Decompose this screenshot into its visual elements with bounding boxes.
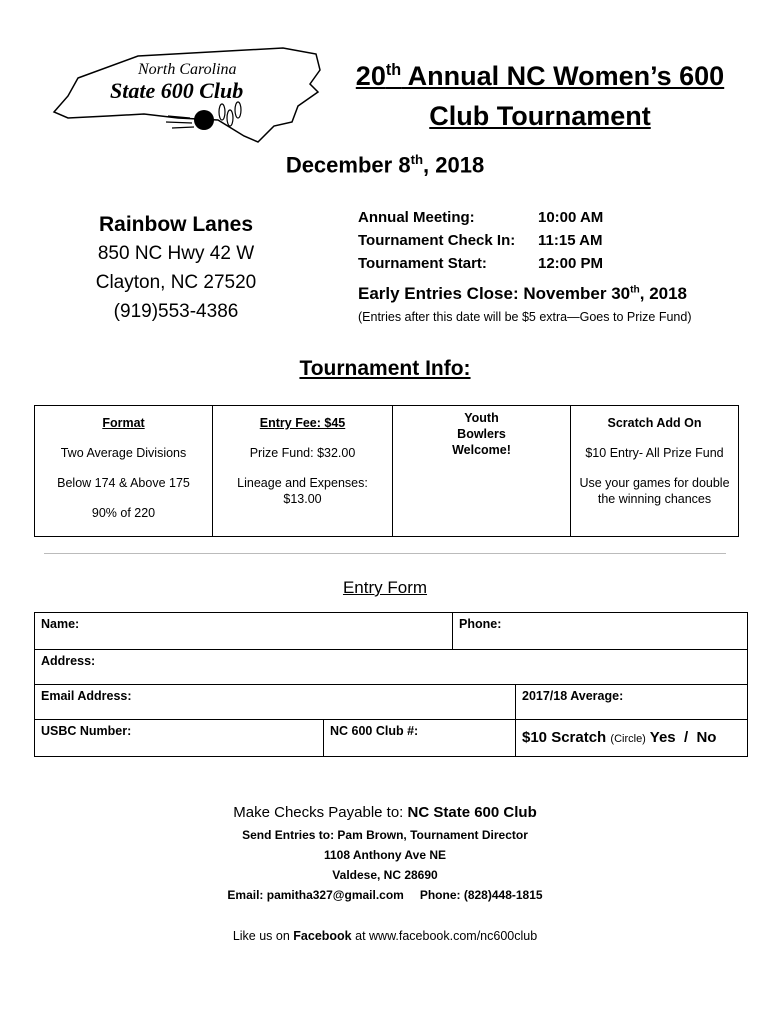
format-line: Two Average Divisions (60, 446, 187, 460)
fee-line: $13.00 (283, 492, 322, 506)
schedule-time: 10:00 AM (538, 209, 604, 226)
form-row (34, 720, 748, 757)
scratch-line: $10 Entry- All Prize Fund (585, 446, 724, 460)
title-line1: Annual NC Women’s 600 (401, 61, 725, 91)
logo-line2: State 600 Club (110, 78, 244, 103)
nc-state-map-logo (48, 40, 338, 150)
early-suffix: , 2018 (639, 284, 688, 303)
venue-name: Rainbow Lanes (98, 213, 254, 236)
schedule (358, 206, 603, 275)
form-row (34, 685, 748, 720)
send-line: Send Entries to: Pam Brown, Tournament Director (242, 828, 528, 842)
scratch-option-field[interactable] (516, 720, 747, 756)
fee-line: Prize Fund: $32.00 (249, 446, 356, 460)
scratch-label: $10 Scratch (522, 729, 607, 746)
divider (44, 553, 726, 554)
schedule-time: 11:15 AM (538, 232, 603, 249)
youth-line: Welcome! (452, 443, 511, 457)
phone-field[interactable]: Phone: (459, 617, 502, 631)
mail-address2: Valdese, NC 28690 (332, 868, 438, 882)
contact-phone: Phone: (828)448-1815 (419, 888, 543, 902)
schedule-row (358, 206, 603, 229)
usbc-field[interactable]: USBC Number: (35, 720, 324, 756)
venue-address1: 850 NC Hwy 42 W (97, 243, 255, 264)
youth-line: Bowlers (457, 427, 506, 441)
entry-form (34, 612, 748, 757)
format-head: Format (102, 416, 145, 430)
fee-head: Entry Fee: $45 (259, 416, 346, 430)
early-sup: th (630, 284, 640, 296)
schedule-row (358, 229, 603, 252)
date-suffix: , 2018 (423, 152, 485, 178)
schedule-row (358, 252, 603, 275)
early-entries (358, 284, 687, 304)
date-sup: th (410, 152, 424, 167)
footer (0, 803, 770, 905)
mail-address1: 1108 Anthony Ave NE (323, 848, 447, 862)
name-field[interactable]: Name: (35, 613, 453, 649)
like-prefix: Like us on (232, 929, 294, 943)
venue-phone: (919)553-4386 (113, 301, 239, 322)
like-url[interactable]: at www.facebook.com/nc600club (351, 929, 538, 943)
scratch-line: Use your games for double (579, 476, 730, 490)
early-note: (Entries after this date will be $5 extra—Goes to Prize Fund) (358, 310, 692, 324)
title-ordinal: 20 (355, 61, 386, 91)
club-number-field[interactable]: NC 600 Club #: (324, 720, 516, 756)
facebook-line (0, 929, 770, 943)
scratch-line: the winning chances (597, 492, 712, 506)
entry-form-title: Entry Form (342, 578, 428, 597)
logo-line1: North Carolina (138, 61, 237, 78)
early-prefix: Early Entries Close: November 30 (358, 284, 631, 303)
club-logo (48, 40, 338, 150)
scratch-cell (571, 406, 739, 537)
schedule-label: Tournament Check In: (358, 232, 516, 249)
scratch-options[interactable]: Yes / No (649, 729, 717, 746)
fee-cell (213, 406, 393, 537)
pay-name: NC State 600 Club (407, 804, 537, 821)
tournament-title (340, 50, 740, 136)
venue-address2: Clayton, NC 27520 (95, 272, 257, 293)
date-prefix: December 8 (285, 152, 411, 178)
contact-line (0, 885, 770, 905)
tournament-info-table (34, 405, 739, 537)
schedule-time: 12:00 PM (538, 255, 604, 272)
format-cell (35, 406, 213, 537)
email-field[interactable]: Email Address: (35, 685, 516, 719)
title-line2: Club Tournament (429, 101, 651, 131)
schedule-label: Annual Meeting: (358, 209, 475, 226)
scratch-head: Scratch Add On (607, 416, 702, 430)
contact-email[interactable]: Email: pamitha327@gmail.com (227, 888, 404, 902)
youth-line: Youth (464, 411, 499, 425)
average-field[interactable]: 2017/18 Average: (522, 689, 624, 703)
format-line: 90% of 220 (91, 506, 156, 520)
form-row (34, 650, 748, 685)
fee-line: Lineage and Expenses: (237, 476, 368, 490)
form-row (34, 612, 748, 650)
pay-line (0, 803, 770, 823)
schedule-label: Tournament Start: (358, 255, 487, 272)
scratch-circle-note: (Circle) (610, 733, 646, 745)
venue-block (66, 210, 286, 326)
youth-cell (393, 406, 571, 537)
pay-prefix: Make Checks Payable to: (233, 804, 408, 821)
address-field[interactable]: Address: (41, 654, 96, 668)
like-facebook: Facebook (293, 929, 352, 943)
title-ordinal-sup: th (385, 61, 402, 79)
format-line: Below 174 & Above 175 (57, 476, 190, 490)
tournament-date (0, 152, 770, 178)
info-title: Tournament Info: (299, 357, 471, 380)
